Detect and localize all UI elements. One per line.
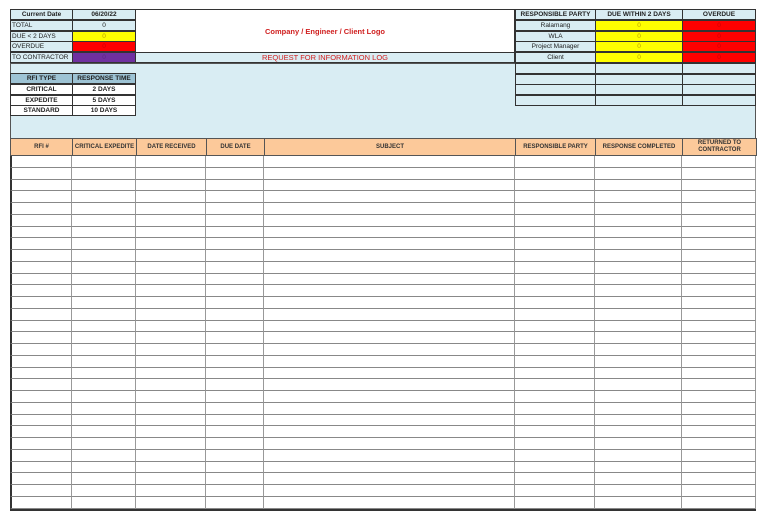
log-column-header: SUBJECT	[264, 138, 516, 156]
log-column-header: RESPONSE COMPLETED	[595, 138, 683, 156]
log-cell[interactable]	[595, 274, 682, 286]
log-cell[interactable]	[72, 227, 136, 239]
log-cell[interactable]	[10, 356, 72, 368]
log-cell[interactable]	[264, 368, 515, 380]
log-cell[interactable]	[682, 415, 756, 427]
log-cell[interactable]	[515, 238, 595, 250]
log-cell[interactable]	[264, 168, 515, 180]
log-cell[interactable]	[206, 297, 264, 309]
log-cell[interactable]	[72, 238, 136, 250]
log-cell[interactable]	[595, 180, 682, 192]
log-cell[interactable]	[206, 462, 264, 474]
log-cell[interactable]	[682, 191, 756, 203]
log-cell[interactable]	[136, 215, 206, 227]
log-cell[interactable]	[682, 297, 756, 309]
party-empty-cell[interactable]	[595, 95, 683, 106]
log-cell[interactable]	[206, 368, 264, 380]
summary-label: OVERDUE	[10, 41, 73, 52]
log-cell[interactable]	[264, 156, 515, 168]
log-cell[interactable]	[206, 403, 264, 415]
log-cell[interactable]	[72, 262, 136, 274]
log-cell[interactable]	[264, 309, 515, 321]
log-cell[interactable]	[136, 191, 206, 203]
log-cell[interactable]	[72, 321, 136, 333]
log-column-header: RFI #	[10, 138, 73, 156]
current-date-value[interactable]: 06/20/22	[72, 9, 136, 20]
log-cell[interactable]	[595, 309, 682, 321]
party-due-count: 0	[595, 52, 683, 63]
party-empty-cell[interactable]	[682, 74, 756, 85]
log-cell[interactable]	[515, 379, 595, 391]
log-cell[interactable]	[72, 450, 136, 462]
log-cell[interactable]	[682, 356, 756, 368]
log-cell[interactable]	[206, 321, 264, 333]
log-cell[interactable]	[136, 309, 206, 321]
summary-value[interactable]: 0	[72, 41, 136, 52]
summary-label: DUE < 2 DAYS	[10, 31, 73, 42]
log-cell[interactable]	[72, 391, 136, 403]
log-cell[interactable]	[595, 156, 682, 168]
log-cell[interactable]	[136, 156, 206, 168]
log-cell[interactable]	[264, 391, 515, 403]
log-cell[interactable]	[72, 473, 136, 485]
party-due-count: 0	[595, 20, 683, 31]
log-cell[interactable]	[206, 250, 264, 262]
rfi-type-cell: 5 DAYS	[72, 95, 136, 106]
log-cell[interactable]	[682, 379, 756, 391]
party-overdue-count: 0	[682, 20, 756, 31]
log-cell[interactable]	[10, 274, 72, 286]
log-cell[interactable]	[136, 415, 206, 427]
log-cell[interactable]	[206, 285, 264, 297]
log-cell[interactable]	[206, 356, 264, 368]
log-cell[interactable]	[595, 238, 682, 250]
log-cell[interactable]	[72, 379, 136, 391]
log-cell[interactable]	[10, 473, 72, 485]
log-cell[interactable]	[206, 215, 264, 227]
party-overdue-count: 0	[682, 52, 756, 63]
log-cell[interactable]	[10, 215, 72, 227]
log-cell[interactable]	[10, 262, 72, 274]
party-header: DUE WITHIN 2 DAYS	[595, 9, 683, 20]
log-cell[interactable]	[206, 473, 264, 485]
log-cell[interactable]	[206, 238, 264, 250]
log-cell[interactable]	[682, 215, 756, 227]
party-overdue-count: 0	[682, 31, 756, 42]
log-cell[interactable]	[136, 450, 206, 462]
log-cell[interactable]	[264, 297, 515, 309]
rfi-type-cell: STANDARD	[10, 105, 73, 116]
party-name: Project Manager	[515, 41, 596, 52]
log-cell[interactable]	[595, 391, 682, 403]
log-cell[interactable]	[595, 415, 682, 427]
log-cell[interactable]	[72, 344, 136, 356]
log-cell[interactable]	[72, 215, 136, 227]
log-cell[interactable]	[72, 438, 136, 450]
log-cell[interactable]	[72, 485, 136, 497]
log-title: REQUEST FOR INFORMATION LOG	[135, 52, 515, 63]
log-cell[interactable]	[136, 203, 206, 215]
summary-value[interactable]: 0	[72, 52, 136, 63]
party-empty-cell[interactable]	[515, 63, 596, 74]
log-column-header: DUE DATE	[206, 138, 265, 156]
log-cell[interactable]	[595, 438, 682, 450]
party-header: OVERDUE	[682, 9, 756, 20]
log-column-header: RETURNED TO CONTRACTOR	[682, 138, 757, 156]
log-column-header: RESPONSIBLE PARTY	[515, 138, 596, 156]
log-cell[interactable]	[682, 250, 756, 262]
log-cell[interactable]	[72, 274, 136, 286]
log-cell[interactable]	[515, 403, 595, 415]
party-empty-cell[interactable]	[682, 95, 756, 106]
party-name: Client	[515, 52, 596, 63]
log-cell[interactable]	[515, 156, 595, 168]
log-cell[interactable]	[264, 379, 515, 391]
log-cell[interactable]	[72, 497, 136, 509]
party-empty-cell[interactable]	[515, 74, 596, 85]
log-cell[interactable]	[515, 191, 595, 203]
log-cell[interactable]	[682, 450, 756, 462]
log-cell[interactable]	[515, 368, 595, 380]
log-cell[interactable]	[10, 379, 72, 391]
log-cell[interactable]	[264, 356, 515, 368]
log-cell[interactable]	[595, 203, 682, 215]
log-cell[interactable]	[206, 309, 264, 321]
log-cell[interactable]	[595, 297, 682, 309]
log-cell[interactable]	[136, 285, 206, 297]
log-cell[interactable]	[72, 250, 136, 262]
log-cell[interactable]	[682, 274, 756, 286]
log-cell[interactable]	[264, 438, 515, 450]
log-cell[interactable]	[206, 379, 264, 391]
rfi-type-header: RFI TYPE	[10, 73, 73, 84]
log-cell[interactable]	[682, 309, 756, 321]
log-cell[interactable]	[264, 274, 515, 286]
log-cell[interactable]	[515, 462, 595, 474]
party-name: Ralamang	[515, 20, 596, 31]
log-cell[interactable]	[72, 156, 136, 168]
log-cell[interactable]	[682, 462, 756, 474]
log-cell[interactable]	[515, 250, 595, 262]
log-cell[interactable]	[264, 262, 515, 274]
log-cell[interactable]	[206, 168, 264, 180]
log-cell[interactable]	[515, 473, 595, 485]
log-cell[interactable]	[595, 473, 682, 485]
log-cell[interactable]	[206, 262, 264, 274]
log-cell[interactable]	[206, 426, 264, 438]
party-empty-cell[interactable]	[595, 84, 683, 95]
log-cell[interactable]	[515, 203, 595, 215]
party-empty-cell[interactable]	[515, 95, 596, 106]
party-overdue-count: 0	[682, 41, 756, 52]
log-cell[interactable]	[206, 227, 264, 239]
log-cell[interactable]	[10, 426, 72, 438]
rfi-type-cell: 10 DAYS	[72, 105, 136, 116]
log-cell[interactable]	[682, 321, 756, 333]
log-cell[interactable]	[515, 168, 595, 180]
log-cell[interactable]	[206, 438, 264, 450]
rfi-type-cell: EXPEDITE	[10, 95, 73, 106]
log-cell[interactable]	[10, 203, 72, 215]
log-cell[interactable]	[682, 344, 756, 356]
log-cell[interactable]	[595, 191, 682, 203]
summary-label: TO CONTRACTOR	[10, 52, 73, 63]
party-header: RESPONSIBLE PARTY	[515, 9, 596, 20]
log-cell[interactable]	[595, 426, 682, 438]
party-due-count: 0	[595, 31, 683, 42]
log-cell[interactable]	[515, 332, 595, 344]
log-cell[interactable]	[72, 356, 136, 368]
log-cell[interactable]	[264, 180, 515, 192]
log-cell[interactable]	[682, 180, 756, 192]
log-cell[interactable]	[10, 485, 72, 497]
log-cell[interactable]	[136, 438, 206, 450]
log-cell[interactable]	[136, 462, 206, 474]
log-cell[interactable]	[72, 415, 136, 427]
log-cell[interactable]	[515, 274, 595, 286]
log-bottom-border	[10, 509, 756, 511]
log-cell[interactable]	[682, 438, 756, 450]
log-cell[interactable]	[206, 156, 264, 168]
summary-value[interactable]: 0	[72, 31, 136, 42]
log-cell[interactable]	[10, 227, 72, 239]
log-cell[interactable]	[10, 191, 72, 203]
log-cell[interactable]	[264, 238, 515, 250]
log-cell[interactable]	[595, 227, 682, 239]
log-cell[interactable]	[206, 450, 264, 462]
log-cell[interactable]	[72, 403, 136, 415]
log-cell[interactable]	[206, 497, 264, 509]
log-cell[interactable]	[682, 238, 756, 250]
log-cell[interactable]	[682, 497, 756, 509]
log-cell[interactable]	[515, 297, 595, 309]
log-cell[interactable]	[595, 356, 682, 368]
log-cell[interactable]	[10, 321, 72, 333]
log-cell[interactable]	[264, 203, 515, 215]
log-column-header: DATE RECEIVED	[136, 138, 207, 156]
log-cell[interactable]	[264, 344, 515, 356]
log-cell[interactable]	[682, 168, 756, 180]
log-cell[interactable]	[10, 462, 72, 474]
log-cell[interactable]	[595, 368, 682, 380]
log-cell[interactable]	[10, 497, 72, 509]
log-cell[interactable]	[515, 309, 595, 321]
summary-label: TOTAL	[10, 20, 73, 31]
log-cell[interactable]	[595, 403, 682, 415]
log-cell[interactable]	[264, 485, 515, 497]
log-cell[interactable]	[206, 180, 264, 192]
log-cell[interactable]	[10, 332, 72, 344]
log-cell[interactable]	[10, 285, 72, 297]
log-cell[interactable]	[515, 426, 595, 438]
log-cell[interactable]	[515, 485, 595, 497]
log-cell[interactable]	[515, 391, 595, 403]
log-cell[interactable]	[515, 415, 595, 427]
log-cell[interactable]	[10, 309, 72, 321]
log-cell[interactable]	[595, 344, 682, 356]
log-cell[interactable]	[10, 180, 72, 192]
party-empty-cell[interactable]	[595, 74, 683, 85]
log-cell[interactable]	[206, 485, 264, 497]
log-cell[interactable]	[595, 262, 682, 274]
log-cell[interactable]	[264, 227, 515, 239]
log-cell[interactable]	[206, 274, 264, 286]
log-cell[interactable]	[595, 215, 682, 227]
log-cell[interactable]	[136, 473, 206, 485]
log-cell[interactable]	[264, 426, 515, 438]
log-cell[interactable]	[10, 250, 72, 262]
log-column-header: CRITICAL EXPEDITE	[72, 138, 137, 156]
log-cell[interactable]	[136, 262, 206, 274]
log-cell[interactable]	[682, 485, 756, 497]
log-cell[interactable]	[10, 403, 72, 415]
log-cell[interactable]	[515, 497, 595, 509]
log-cell[interactable]	[136, 485, 206, 497]
log-cell[interactable]	[264, 462, 515, 474]
log-cell[interactable]	[264, 473, 515, 485]
log-cell[interactable]	[72, 332, 136, 344]
log-cell[interactable]	[206, 203, 264, 215]
logo-placeholder: Company / Engineer / Client Logo	[135, 9, 515, 53]
log-cell[interactable]	[264, 403, 515, 415]
party-empty-cell[interactable]	[515, 84, 596, 95]
log-cell[interactable]	[72, 462, 136, 474]
log-cell[interactable]	[72, 180, 136, 192]
party-due-count: 0	[595, 41, 683, 52]
log-cell[interactable]	[136, 238, 206, 250]
log-cell[interactable]	[10, 368, 72, 380]
log-cell[interactable]	[515, 215, 595, 227]
log-cell[interactable]	[515, 180, 595, 192]
rfi-type-cell: 2 DAYS	[72, 84, 136, 95]
log-cell[interactable]	[72, 309, 136, 321]
log-cell[interactable]	[10, 238, 72, 250]
log-cell[interactable]	[264, 215, 515, 227]
log-cell[interactable]	[136, 250, 206, 262]
log-cell[interactable]	[136, 321, 206, 333]
log-cell[interactable]	[264, 415, 515, 427]
log-cell[interactable]	[136, 356, 206, 368]
log-cell[interactable]	[515, 321, 595, 333]
log-cell[interactable]	[682, 368, 756, 380]
log-cell[interactable]	[515, 356, 595, 368]
log-cell[interactable]	[136, 227, 206, 239]
party-empty-cell[interactable]	[595, 63, 683, 74]
log-cell[interactable]	[136, 180, 206, 192]
log-cell[interactable]	[72, 285, 136, 297]
log-cell[interactable]	[264, 250, 515, 262]
log-cell[interactable]	[595, 321, 682, 333]
log-cell[interactable]	[595, 168, 682, 180]
party-empty-cell[interactable]	[682, 84, 756, 95]
log-cell[interactable]	[264, 332, 515, 344]
log-cell[interactable]	[595, 332, 682, 344]
log-cell[interactable]	[595, 497, 682, 509]
current-date-label: Current Date	[10, 9, 73, 20]
log-cell[interactable]	[10, 391, 72, 403]
log-cell[interactable]	[206, 191, 264, 203]
log-cell[interactable]	[136, 168, 206, 180]
log-cell[interactable]	[136, 368, 206, 380]
log-cell[interactable]	[136, 274, 206, 286]
log-cell[interactable]	[595, 250, 682, 262]
log-cell[interactable]	[595, 462, 682, 474]
log-cell[interactable]	[682, 156, 756, 168]
party-empty-cell[interactable]	[682, 63, 756, 74]
log-cell[interactable]	[72, 168, 136, 180]
log-cell[interactable]	[10, 438, 72, 450]
log-cell[interactable]	[264, 285, 515, 297]
log-cell[interactable]	[682, 332, 756, 344]
log-cell[interactable]	[206, 415, 264, 427]
log-cell[interactable]	[10, 344, 72, 356]
log-cell[interactable]	[682, 426, 756, 438]
log-cell[interactable]	[595, 450, 682, 462]
log-cell[interactable]	[10, 168, 72, 180]
log-cell[interactable]	[682, 262, 756, 274]
log-cell[interactable]	[264, 450, 515, 462]
log-cell[interactable]	[136, 344, 206, 356]
log-cell[interactable]	[595, 379, 682, 391]
log-cell[interactable]	[515, 438, 595, 450]
log-cell[interactable]	[515, 344, 595, 356]
rfi-type-cell: CRITICAL	[10, 84, 73, 95]
log-cell[interactable]	[136, 379, 206, 391]
log-cell[interactable]	[595, 485, 682, 497]
log-cell[interactable]	[682, 391, 756, 403]
log-cell[interactable]	[515, 285, 595, 297]
summary-value[interactable]: 0	[72, 20, 136, 31]
log-cell[interactable]	[72, 297, 136, 309]
log-cell[interactable]	[72, 368, 136, 380]
log-cell[interactable]	[136, 426, 206, 438]
log-cell[interactable]	[72, 191, 136, 203]
log-cell[interactable]	[10, 297, 72, 309]
log-cell[interactable]	[595, 285, 682, 297]
log-cell[interactable]	[136, 497, 206, 509]
log-cell[interactable]	[682, 203, 756, 215]
log-cell[interactable]	[136, 332, 206, 344]
log-cell[interactable]	[136, 391, 206, 403]
log-cell[interactable]	[264, 497, 515, 509]
log-cell[interactable]	[264, 191, 515, 203]
log-cell[interactable]	[206, 332, 264, 344]
rfi-type-header: RESPONSE TIME	[72, 73, 136, 84]
log-cell[interactable]	[10, 156, 72, 168]
party-name: WLA	[515, 31, 596, 42]
log-cell[interactable]	[72, 426, 136, 438]
log-cell[interactable]	[206, 344, 264, 356]
log-cell[interactable]	[515, 227, 595, 239]
log-cell[interactable]	[136, 297, 206, 309]
log-cell[interactable]	[136, 403, 206, 415]
log-cell[interactable]	[10, 415, 72, 427]
log-cell[interactable]	[682, 285, 756, 297]
log-cell[interactable]	[206, 391, 264, 403]
log-cell[interactable]	[682, 473, 756, 485]
log-cell[interactable]	[264, 321, 515, 333]
log-cell[interactable]	[10, 450, 72, 462]
log-cell[interactable]	[515, 450, 595, 462]
log-cell[interactable]	[682, 227, 756, 239]
log-cell[interactable]	[72, 203, 136, 215]
log-cell[interactable]	[515, 262, 595, 274]
log-cell[interactable]	[682, 403, 756, 415]
